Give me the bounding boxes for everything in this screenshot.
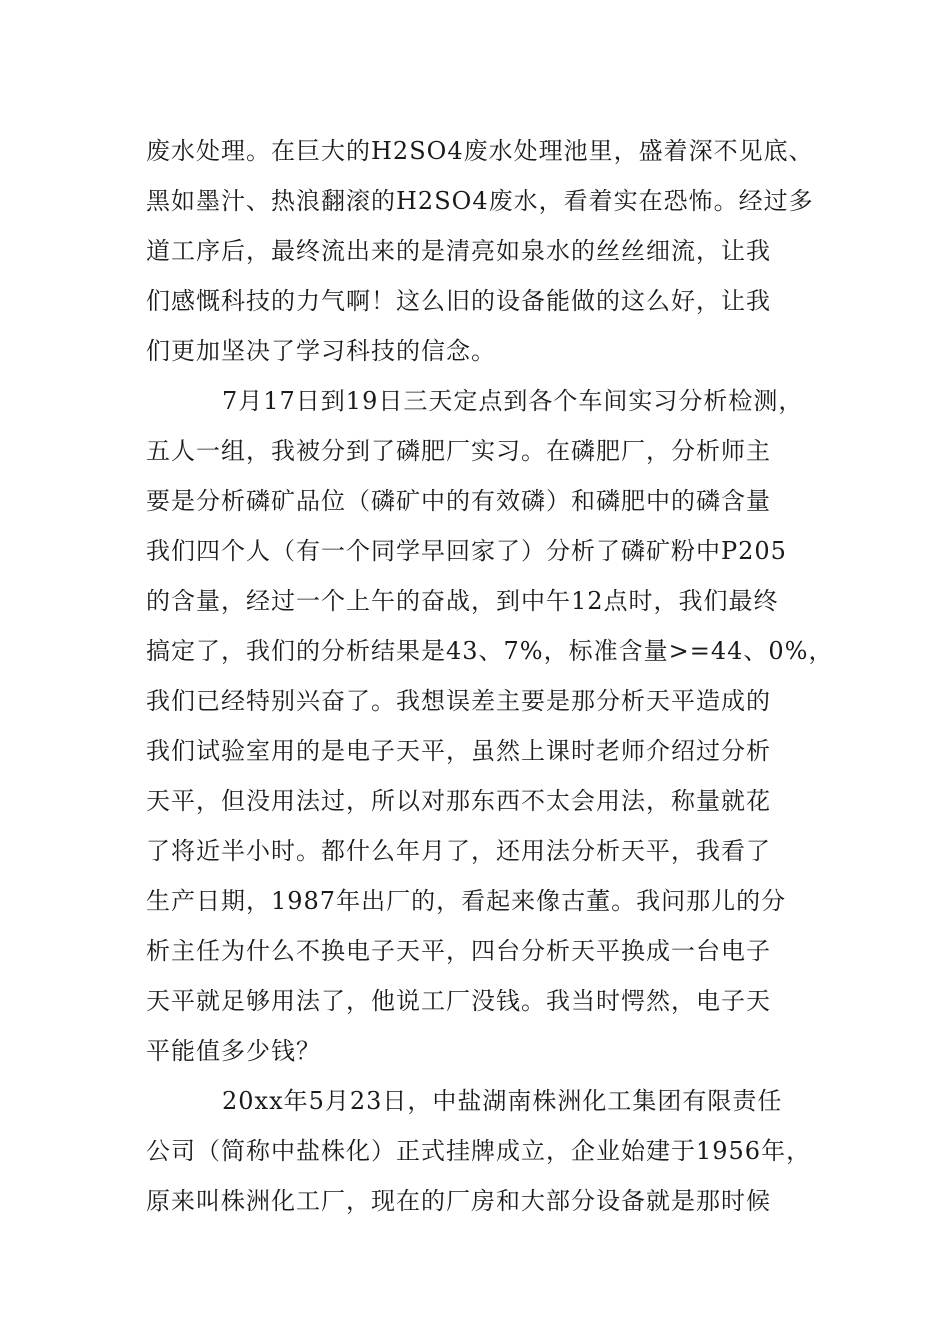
text-line: 原来叫株洲化工厂，现在的厂房和大部分设备就是那时候 (146, 1187, 771, 1215)
text-line: 析主任为什么不换电子天平，四台分析天平换成一台电子 (146, 937, 771, 965)
text-line: 们更加坚决了学习科技的信念。 (146, 337, 496, 365)
text-line: 搞定了，我们的分析结果是43、7%，标准含量>=44、0%， (146, 637, 834, 665)
text-line: 的含量，经过一个上午的奋战，到中午12点时，我们最终 (146, 587, 779, 615)
text-line: 黑如墨汁、热浪翻滚的H2SO4废水，看着实在恐怖。经过多 (146, 187, 814, 215)
text-line: 公司（简称中盐株化）正式挂牌成立，企业始建于1956年， (146, 1137, 812, 1165)
paragraph-start-line: 20xx年5月23日，中盐湖南株洲化工集团有限责任 (222, 1087, 783, 1115)
text-line: 天平，但没用法过，所以对那东西不太会用法，称量就花 (146, 787, 771, 815)
text-line: 五人一组，我被分到了磷肥厂实习。在磷肥厂，分析师主 (146, 437, 771, 465)
paragraph-start-line: 7月17日到19日三天定点到各个车间实习分析检测， (222, 387, 804, 415)
text-line: 道工序后，最终流出来的是清亮如泉水的丝丝细流，让我 (146, 237, 771, 265)
text-line: 我们试验室用的是电子天平，虽然上课时老师介绍过分析 (146, 737, 771, 765)
text-line: 了将近半小时。都什么年月了，还用法分析天平，我看了 (146, 837, 771, 865)
text-line: 天平就足够用法了，他说工厂没钱。我当时愕然，电子天 (146, 987, 771, 1015)
text-line: 们感慨科技的力气啊！这么旧的设备能做的这么好，让我 (146, 287, 771, 315)
text-line: 我们四个人（有一个同学早回家了）分析了磷矿粉中P205 (146, 537, 787, 565)
text-line: 平能值多少钱？ (146, 1037, 321, 1065)
text-line: 我们已经特别兴奋了。我想误差主要是那分析天平造成的 (146, 687, 771, 715)
text-line: 要是分析磷矿品位（磷矿中的有效磷）和磷肥中的磷含量 (146, 487, 771, 515)
text-line: 生产日期，1987年出厂的，看起来像古董。我问那儿的分 (146, 887, 787, 915)
text-line: 废水处理。在巨大的H2SO4废水处理池里，盛着深不见底、 (146, 137, 814, 165)
